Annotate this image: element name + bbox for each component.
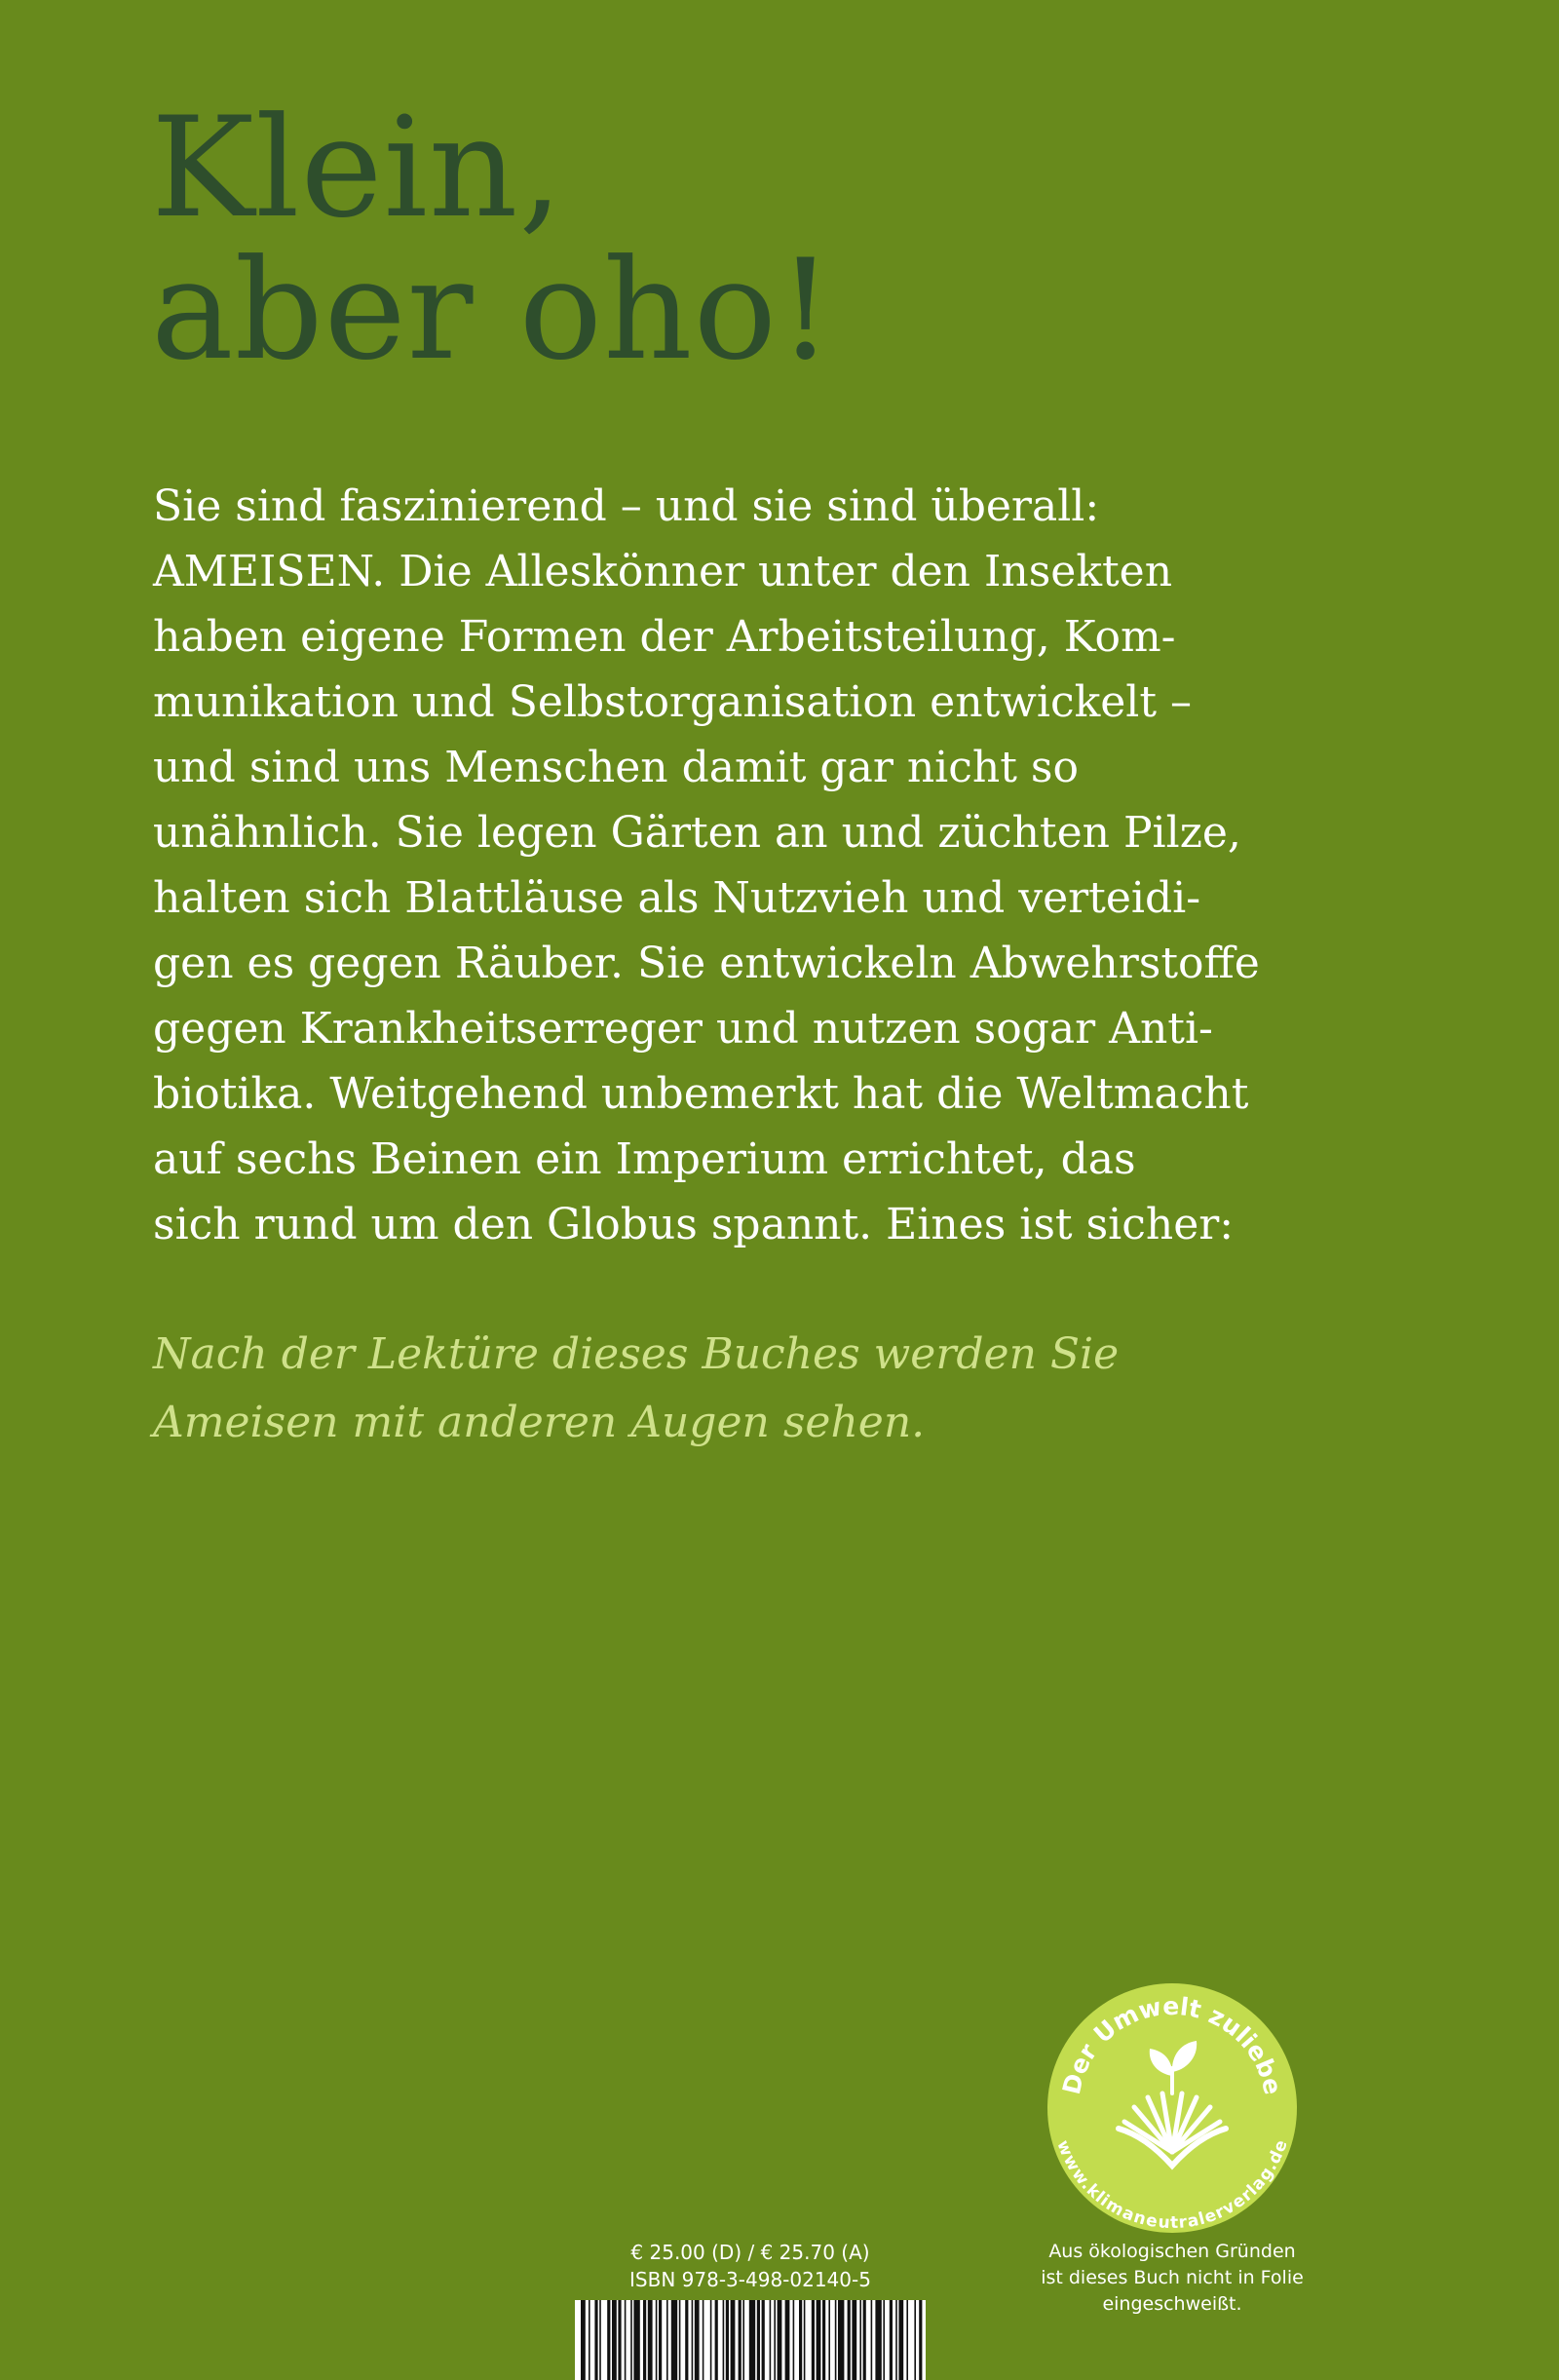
tagline <box>153 1321 1119 1457</box>
eco-note-line: ist dieses Buch nicht in Folie <box>1041 2267 1304 2288</box>
barcode-bar <box>594 2300 597 2380</box>
barcode-bar <box>710 2300 712 2380</box>
barcode-bar <box>633 2300 639 2380</box>
headline-line-2: aber oho! <box>151 230 835 391</box>
barcode-bar <box>589 2300 590 2380</box>
eco-badge <box>1045 1980 1300 2236</box>
eco-note <box>1013 2239 1331 2318</box>
barcode-bar <box>679 2300 681 2380</box>
barcode-bar <box>906 2300 908 2380</box>
badge-bottom-textpath: www.klimaneutralerverlag.de <box>1052 2137 1292 2234</box>
barcode-bar <box>618 2300 621 2380</box>
barcode-bar <box>871 2300 873 2380</box>
price-block <box>575 2239 926 2293</box>
barcode-bar <box>770 2300 772 2380</box>
price-line: € 25.00 (D) / € 25.70 (A) <box>630 2241 870 2264</box>
barcode-bar <box>828 2300 830 2380</box>
barcode-bar <box>625 2300 627 2380</box>
barcode-bar <box>666 2300 668 2380</box>
blurb-text <box>153 474 1420 1257</box>
barcode-bar <box>749 2300 755 2380</box>
blurb-line: Sie sind faszinierend – und sie sind überall: <box>153 481 1100 531</box>
blurb-line: munikation und Selbstorganisation entwickelt – <box>153 677 1193 727</box>
barcode-bar <box>895 2300 897 2380</box>
barcode-bar <box>785 2300 790 2380</box>
eco-note-line: Aus ökologischen Gründen <box>1048 2241 1296 2262</box>
barcode-bar <box>838 2300 844 2380</box>
barcode-bar <box>774 2300 776 2380</box>
barcode-bar <box>859 2300 861 2380</box>
barcode-bars <box>575 2300 926 2380</box>
barcode-bar <box>762 2300 765 2380</box>
headline-line-1: Klein, <box>151 88 564 249</box>
blurb-line: unähnlich. Sie legen Gärten an und züchten Pilze, <box>153 808 1241 858</box>
barcode-bar <box>612 2300 617 2380</box>
barcode-bar <box>898 2300 903 2380</box>
barcode-bar <box>726 2300 729 2380</box>
blurb-line: halten sich Blattläuse als Nutzvieh und verteidi- <box>153 873 1201 923</box>
blurb-line: haben eigene Formen der Arbeitsteilung, Kom- <box>153 612 1176 662</box>
blurb-line: biotika. Weitgehend unbemerkt hat die Weltmacht <box>153 1069 1249 1119</box>
barcode-bar <box>659 2300 662 2380</box>
barcode-bar <box>723 2300 725 2380</box>
barcode-bar <box>630 2300 632 2380</box>
barcode-bar <box>890 2300 893 2380</box>
barcode-bar <box>822 2300 825 2380</box>
barcode-bar <box>715 2300 718 2380</box>
barcode-bar <box>731 2300 736 2380</box>
tagline-line: Nach der Lektüre dieses Buches werden Sie <box>153 1329 1120 1379</box>
barcode-bar <box>695 2300 700 2380</box>
barcode-bar <box>757 2300 760 2380</box>
barcode-bar <box>817 2300 821 2380</box>
barcode-bar <box>793 2300 795 2380</box>
blurb-line: AMEISEN. Die Alleskönner unter den Insekten <box>153 547 1173 596</box>
eco-badge-graphic <box>1045 1980 1300 2236</box>
blurb-line: sich rund um den Globus spannt. Eines ist sicher: <box>153 1200 1235 1249</box>
barcode <box>575 2300 926 2380</box>
tagline-line: Ameisen mit anderen Augen sehen. <box>153 1398 926 1447</box>
barcode-bar <box>742 2300 744 2380</box>
blurb-line: gegen Krankheitserreger und nutzen sogar Anti- <box>153 1004 1213 1054</box>
isbn-line: ISBN 978-3-498-02140-5 <box>629 2268 871 2291</box>
blurb-line: und sind uns Menschen damit gar nicht so <box>153 743 1079 792</box>
barcode-bar <box>685 2300 688 2380</box>
barcode-bar <box>671 2300 677 2380</box>
barcode-bar <box>835 2300 837 2380</box>
barcode-bar <box>914 2300 916 2380</box>
barcode-bar <box>812 2300 815 2380</box>
barcode-bar <box>778 2300 782 2380</box>
blurb-line: auf sechs Beinen ein Imperium errichtet, das <box>153 1134 1136 1184</box>
headline <box>151 88 835 391</box>
eco-note-line: eingeschweißt. <box>1102 2293 1242 2315</box>
barcode-bar <box>692 2300 694 2380</box>
barcode-bar <box>863 2300 866 2380</box>
barcode-bar <box>581 2300 586 2380</box>
barcode-bar <box>852 2300 856 2380</box>
barcode-bar <box>643 2300 646 2380</box>
barcode-bar <box>804 2300 806 2380</box>
barcode-bar <box>875 2300 881 2380</box>
barcode-bar <box>656 2300 658 2380</box>
blurb-line: gen es gegen Räuber. Sie entwickeln Abwehrstoffe <box>153 939 1260 988</box>
barcode-bar <box>607 2300 610 2380</box>
barcode-bar <box>919 2300 922 2380</box>
barcode-bar <box>648 2300 653 2380</box>
barcode-bar <box>848 2300 851 2380</box>
barcode-bar <box>703 2300 704 2380</box>
badge-top-textpath: Der Umwelt zuliebe <box>1056 1991 1287 2097</box>
barcode-bar <box>799 2300 802 2380</box>
barcode-bar <box>883 2300 885 2380</box>
barcode-bar <box>599 2300 601 2380</box>
barcode-bar <box>739 2300 741 2380</box>
